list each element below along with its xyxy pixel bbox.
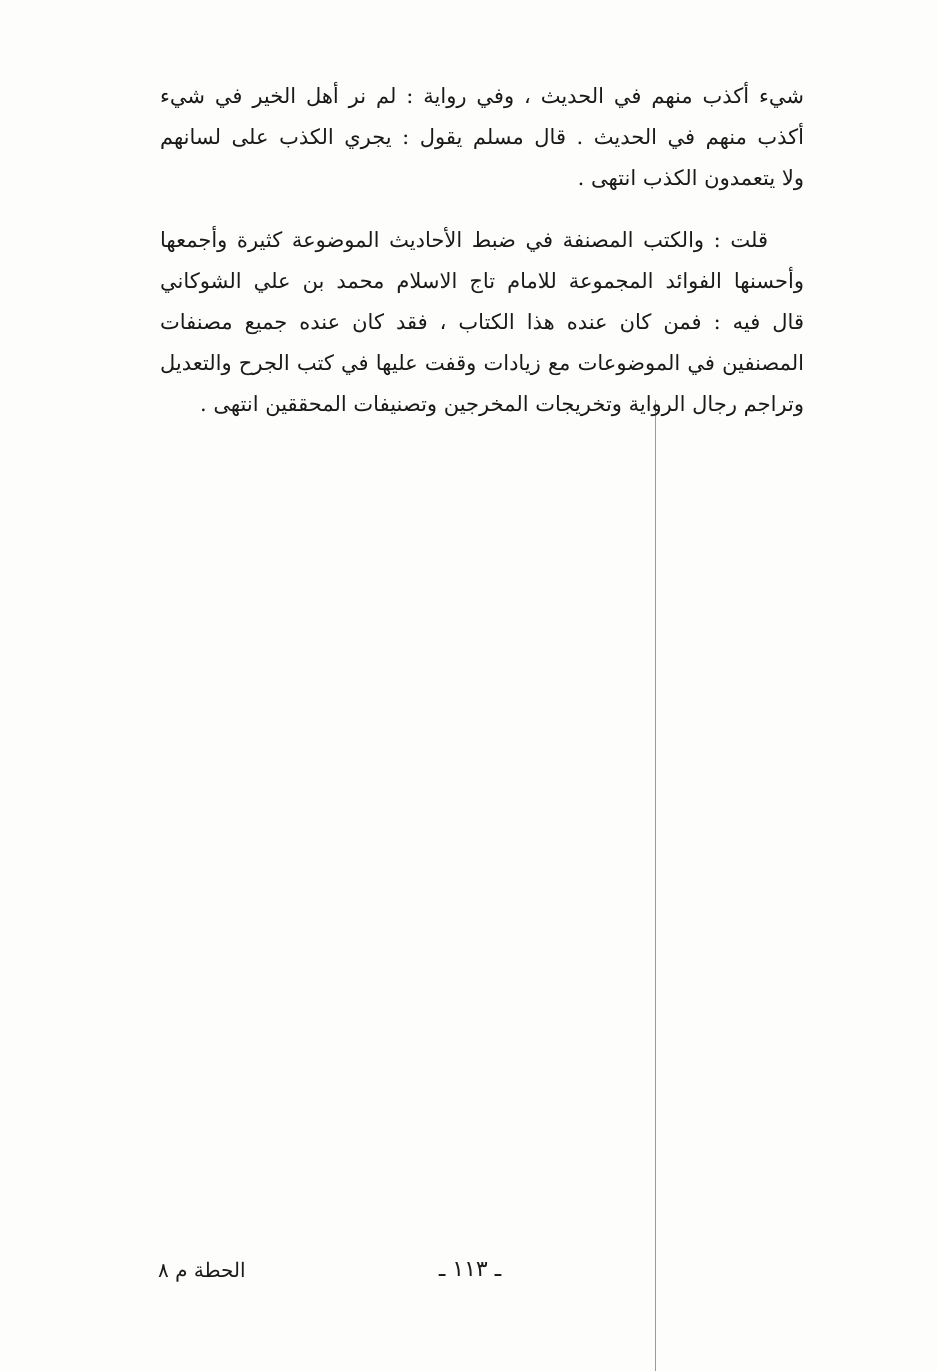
paragraph-line: أكذب منهم في الحديث . قال مسلم يقول : يجري الكذب على لسانهم (160, 125, 804, 149)
paragraph-line: قلت : والكتب المصنفة في ضبط الأحاديث الموضوعة كثيرة وأجمعها (160, 228, 768, 252)
page-number: ـ ١١٣ ـ (438, 1257, 502, 1282)
page-fold-line (655, 400, 656, 1371)
paragraph-line: وأحسنها الفوائد المجموعة للامام تاج الاسلام محمد بن علي الشوكاني (160, 269, 804, 293)
paragraph-line: شيء أكذب منهم في الحديث ، وفي رواية : لم نر أهل الخير في شيء (160, 84, 804, 108)
paragraph-1 (160, 76, 804, 199)
printer-signature: الحطة م ٨ (158, 1258, 246, 1282)
paragraph-2 (160, 220, 804, 425)
paragraph-line: المصنفين في الموضوعات مع زيادات وقفت عليها في كتب الجرح والتعديل (160, 351, 804, 375)
paragraph-line: وتراجم رجال الرواية وتخريجات المخرجين وتصنيفات المحققين انتهى . (200, 392, 804, 416)
paragraph-line: ولا يتعمدون الكذب انتهى . (577, 166, 804, 190)
paragraph-line: قال فيه : فمن كان عنده هذا الكتاب ، فقد كان عنده جميع مصنفات (160, 310, 804, 334)
